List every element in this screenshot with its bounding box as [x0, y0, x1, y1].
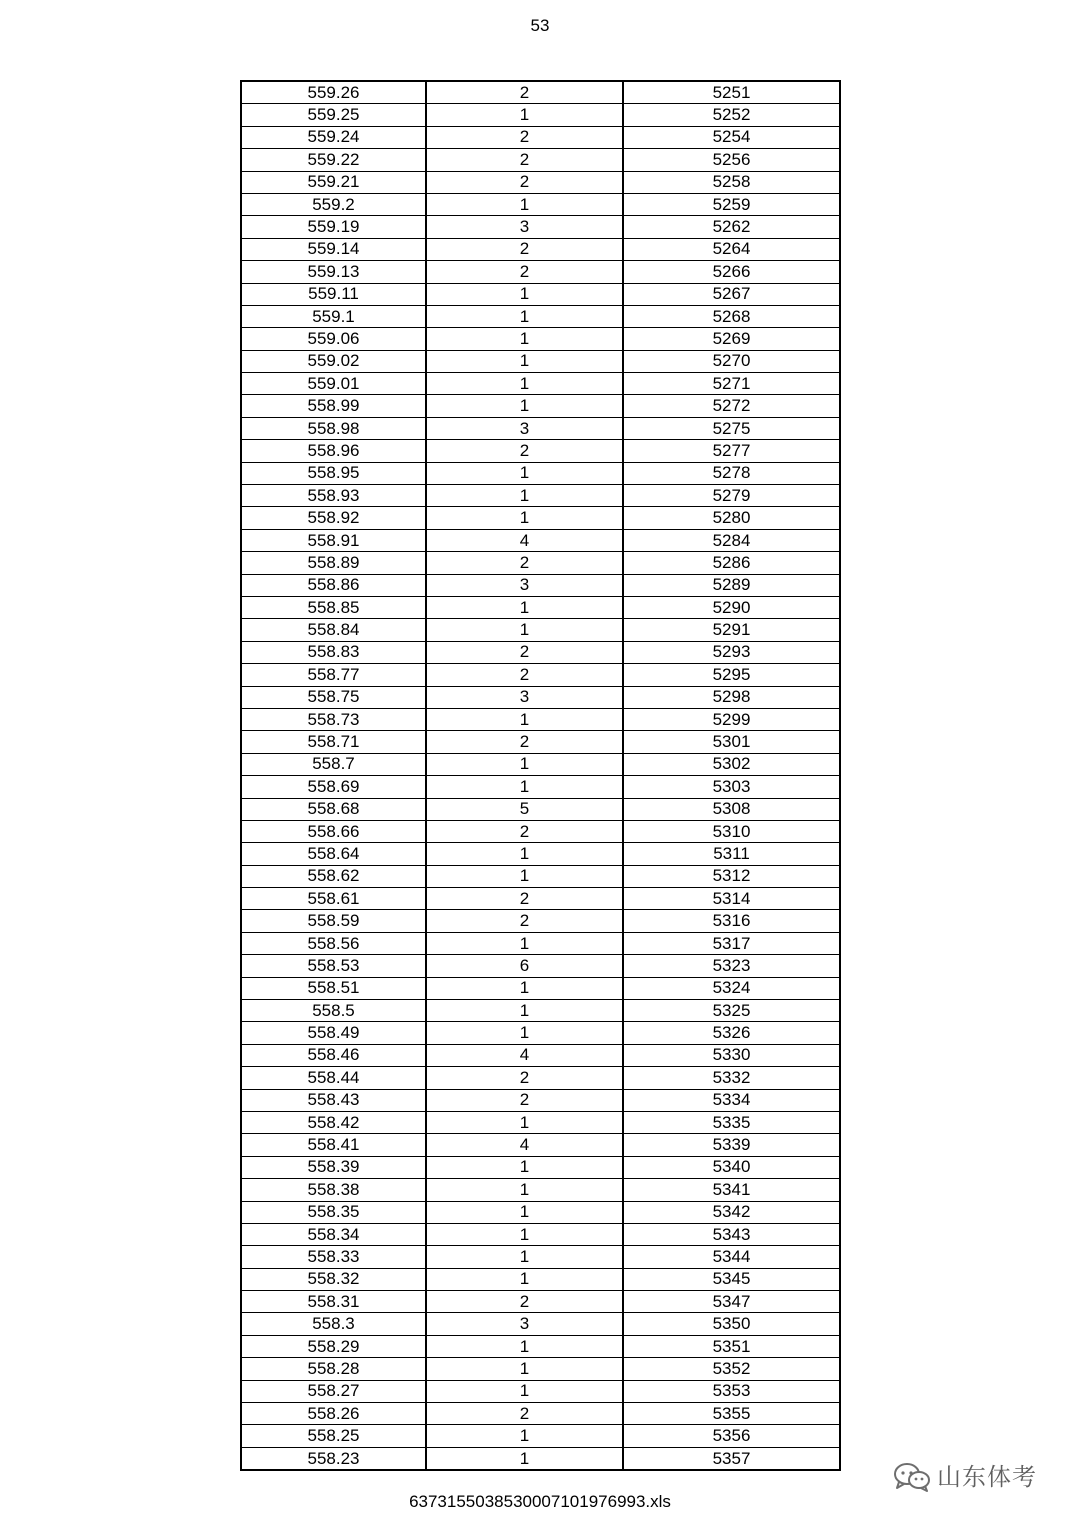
table-row	[241, 1447, 840, 1470]
table-row	[241, 1223, 840, 1245]
score-cell: 558.34	[241, 1223, 426, 1245]
cumulative-cell: 5280	[623, 507, 840, 529]
table-row	[241, 910, 840, 932]
count-cell: 1	[426, 1425, 623, 1447]
score-cell: 558.69	[241, 776, 426, 798]
count-cell: 1	[426, 373, 623, 395]
count-cell: 2	[426, 126, 623, 148]
cumulative-cell: 5278	[623, 462, 840, 484]
count-cell: 2	[426, 1291, 623, 1313]
score-cell: 558.32	[241, 1268, 426, 1290]
score-cell: 558.61	[241, 888, 426, 910]
score-cell: 558.51	[241, 977, 426, 999]
table-row	[241, 619, 840, 641]
table-row	[241, 1067, 840, 1089]
count-cell: 6	[426, 955, 623, 977]
cumulative-cell: 5317	[623, 932, 840, 954]
table-row	[241, 843, 840, 865]
count-cell: 3	[426, 417, 623, 439]
table-row	[241, 820, 840, 842]
cumulative-cell: 5347	[623, 1291, 840, 1313]
count-cell: 1	[426, 1380, 623, 1402]
table-row	[241, 283, 840, 305]
count-cell: 2	[426, 81, 623, 104]
score-cell: 558.85	[241, 596, 426, 618]
table-row	[241, 686, 840, 708]
cumulative-cell: 5302	[623, 753, 840, 775]
count-cell: 1	[426, 328, 623, 350]
score-cell: 559.11	[241, 283, 426, 305]
cumulative-cell: 5277	[623, 440, 840, 462]
count-cell: 1	[426, 1246, 623, 1268]
score-cell: 558.7	[241, 753, 426, 775]
score-table	[240, 80, 841, 1471]
cumulative-cell: 5334	[623, 1089, 840, 1111]
table-row	[241, 1380, 840, 1402]
score-cell: 559.14	[241, 238, 426, 260]
score-cell: 558.71	[241, 731, 426, 753]
score-cell: 558.92	[241, 507, 426, 529]
count-cell: 2	[426, 440, 623, 462]
table-row	[241, 305, 840, 327]
count-cell: 2	[426, 552, 623, 574]
cumulative-cell: 5344	[623, 1246, 840, 1268]
score-cell: 558.26	[241, 1403, 426, 1425]
table-row	[241, 1022, 840, 1044]
count-cell: 3	[426, 1313, 623, 1335]
score-cell: 559.02	[241, 350, 426, 372]
score-cell: 558.25	[241, 1425, 426, 1447]
score-cell: 558.62	[241, 865, 426, 887]
count-cell: 2	[426, 149, 623, 171]
count-cell: 1	[426, 1268, 623, 1290]
cumulative-cell: 5295	[623, 664, 840, 686]
cumulative-cell: 5339	[623, 1134, 840, 1156]
table-row	[241, 1000, 840, 1022]
table-row	[241, 574, 840, 596]
count-cell: 1	[426, 776, 623, 798]
table-row	[241, 485, 840, 507]
cumulative-cell: 5279	[623, 485, 840, 507]
count-cell: 1	[426, 1156, 623, 1178]
cumulative-cell: 5251	[623, 81, 840, 104]
wechat-watermark	[893, 1461, 1037, 1493]
cumulative-cell: 5353	[623, 1380, 840, 1402]
count-cell: 3	[426, 216, 623, 238]
count-cell: 4	[426, 529, 623, 551]
cumulative-cell: 5267	[623, 283, 840, 305]
score-cell: 559.21	[241, 171, 426, 193]
cumulative-cell: 5269	[623, 328, 840, 350]
table-row	[241, 664, 840, 686]
table-row	[241, 776, 840, 798]
cumulative-cell: 5355	[623, 1403, 840, 1425]
table-row	[241, 1134, 840, 1156]
score-cell: 558.95	[241, 462, 426, 484]
cumulative-cell: 5289	[623, 574, 840, 596]
table-row	[241, 1358, 840, 1380]
count-cell: 1	[426, 708, 623, 730]
cumulative-cell: 5311	[623, 843, 840, 865]
cumulative-cell: 5266	[623, 261, 840, 283]
table-row	[241, 238, 840, 260]
count-cell: 1	[426, 104, 623, 126]
count-cell: 1	[426, 932, 623, 954]
count-cell: 3	[426, 686, 623, 708]
cumulative-cell: 5301	[623, 731, 840, 753]
cumulative-cell: 5275	[623, 417, 840, 439]
score-cell: 558.75	[241, 686, 426, 708]
wechat-icon	[893, 1462, 931, 1492]
score-cell: 558.59	[241, 910, 426, 932]
score-cell: 558.73	[241, 708, 426, 730]
cumulative-cell: 5308	[623, 798, 840, 820]
count-cell: 5	[426, 798, 623, 820]
table-row	[241, 1156, 840, 1178]
count-cell: 2	[426, 888, 623, 910]
cumulative-cell: 5341	[623, 1179, 840, 1201]
score-cell: 559.01	[241, 373, 426, 395]
table-row	[241, 373, 840, 395]
score-cell: 558.31	[241, 1291, 426, 1313]
table-row	[241, 216, 840, 238]
table-row	[241, 708, 840, 730]
cumulative-cell: 5286	[623, 552, 840, 574]
count-cell: 4	[426, 1134, 623, 1156]
score-cell: 558.23	[241, 1447, 426, 1470]
score-cell: 558.44	[241, 1067, 426, 1089]
score-cell: 559.2	[241, 193, 426, 215]
cumulative-cell: 5351	[623, 1335, 840, 1357]
count-cell: 1	[426, 753, 623, 775]
cumulative-cell: 5310	[623, 820, 840, 842]
count-cell: 1	[426, 1201, 623, 1223]
score-cell: 558.29	[241, 1335, 426, 1357]
count-cell: 1	[426, 1447, 623, 1470]
cumulative-cell: 5254	[623, 126, 840, 148]
cumulative-cell: 5252	[623, 104, 840, 126]
count-cell: 1	[426, 485, 623, 507]
count-cell: 1	[426, 193, 623, 215]
score-cell: 558.38	[241, 1179, 426, 1201]
table-row	[241, 395, 840, 417]
score-cell: 558.28	[241, 1358, 426, 1380]
table-row	[241, 596, 840, 618]
cumulative-cell: 5335	[623, 1111, 840, 1133]
score-cell: 558.98	[241, 417, 426, 439]
cumulative-cell: 5298	[623, 686, 840, 708]
table-row	[241, 552, 840, 574]
count-cell: 1	[426, 462, 623, 484]
count-cell: 1	[426, 1358, 623, 1380]
count-cell: 2	[426, 261, 623, 283]
table-row	[241, 1425, 840, 1447]
cumulative-cell: 5268	[623, 305, 840, 327]
score-cell: 559.24	[241, 126, 426, 148]
score-cell: 558.77	[241, 664, 426, 686]
table-row	[241, 1201, 840, 1223]
count-cell: 2	[426, 731, 623, 753]
table-row	[241, 193, 840, 215]
count-cell: 1	[426, 977, 623, 999]
table-row	[241, 328, 840, 350]
count-cell: 1	[426, 1000, 623, 1022]
table-row	[241, 171, 840, 193]
cumulative-cell: 5303	[623, 776, 840, 798]
cumulative-cell: 5357	[623, 1447, 840, 1470]
score-cell: 559.06	[241, 328, 426, 350]
score-cell: 558.43	[241, 1089, 426, 1111]
table-row	[241, 955, 840, 977]
score-cell: 558.96	[241, 440, 426, 462]
count-cell: 2	[426, 641, 623, 663]
score-cell: 558.68	[241, 798, 426, 820]
cumulative-cell: 5270	[623, 350, 840, 372]
cumulative-cell: 5293	[623, 641, 840, 663]
count-cell: 2	[426, 1089, 623, 1111]
count-cell: 1	[426, 619, 623, 641]
table-row	[241, 350, 840, 372]
score-cell: 558.49	[241, 1022, 426, 1044]
score-cell: 558.56	[241, 932, 426, 954]
score-cell: 558.83	[241, 641, 426, 663]
cumulative-cell: 5312	[623, 865, 840, 887]
cumulative-cell: 5271	[623, 373, 840, 395]
cumulative-cell: 5290	[623, 596, 840, 618]
score-cell: 558.35	[241, 1201, 426, 1223]
score-cell: 559.22	[241, 149, 426, 171]
table-row	[241, 529, 840, 551]
cumulative-cell: 5340	[623, 1156, 840, 1178]
score-cell: 558.5	[241, 1000, 426, 1022]
table-row	[241, 1246, 840, 1268]
cumulative-cell: 5291	[623, 619, 840, 641]
table-row	[241, 1291, 840, 1313]
count-cell: 2	[426, 1403, 623, 1425]
score-cell: 558.3	[241, 1313, 426, 1335]
table-row	[241, 507, 840, 529]
cumulative-cell: 5323	[623, 955, 840, 977]
cumulative-cell: 5356	[623, 1425, 840, 1447]
cumulative-cell: 5342	[623, 1201, 840, 1223]
table-row	[241, 1044, 840, 1066]
table-row	[241, 1111, 840, 1133]
table-row	[241, 417, 840, 439]
score-cell: 558.93	[241, 485, 426, 507]
score-cell: 559.26	[241, 81, 426, 104]
table-row	[241, 462, 840, 484]
cumulative-cell: 5258	[623, 171, 840, 193]
cumulative-cell: 5256	[623, 149, 840, 171]
cumulative-cell: 5332	[623, 1067, 840, 1089]
cumulative-cell: 5314	[623, 888, 840, 910]
score-cell: 558.27	[241, 1380, 426, 1402]
cumulative-cell: 5325	[623, 1000, 840, 1022]
score-cell: 558.53	[241, 955, 426, 977]
count-cell: 1	[426, 1223, 623, 1245]
score-cell: 559.25	[241, 104, 426, 126]
table-row	[241, 81, 840, 104]
table-row	[241, 1268, 840, 1290]
count-cell: 1	[426, 596, 623, 618]
table-row	[241, 1313, 840, 1335]
cumulative-cell: 5352	[623, 1358, 840, 1380]
cumulative-cell: 5343	[623, 1223, 840, 1245]
score-table-body	[241, 81, 840, 1470]
score-cell: 559.1	[241, 305, 426, 327]
score-cell: 558.33	[241, 1246, 426, 1268]
score-cell: 559.19	[241, 216, 426, 238]
page-number: 53	[530, 16, 550, 35]
table-row	[241, 798, 840, 820]
score-cell: 558.64	[241, 843, 426, 865]
count-cell: 1	[426, 305, 623, 327]
table-row	[241, 1403, 840, 1425]
table-row	[241, 1335, 840, 1357]
cumulative-cell: 5324	[623, 977, 840, 999]
table-row	[241, 932, 840, 954]
score-cell: 558.91	[241, 529, 426, 551]
count-cell: 4	[426, 1044, 623, 1066]
footer-filename: 6373155038530007101976993.xls	[409, 1492, 671, 1511]
table-row	[241, 261, 840, 283]
table-row	[241, 641, 840, 663]
cumulative-cell: 5350	[623, 1313, 840, 1335]
score-cell: 558.84	[241, 619, 426, 641]
count-cell: 2	[426, 820, 623, 842]
table-row	[241, 731, 840, 753]
count-cell: 1	[426, 1335, 623, 1357]
count-cell: 1	[426, 395, 623, 417]
table-row	[241, 865, 840, 887]
cumulative-cell: 5345	[623, 1268, 840, 1290]
count-cell: 2	[426, 171, 623, 193]
cumulative-cell: 5299	[623, 708, 840, 730]
cumulative-cell: 5264	[623, 238, 840, 260]
count-cell: 1	[426, 1111, 623, 1133]
table-row	[241, 104, 840, 126]
count-cell: 1	[426, 507, 623, 529]
cumulative-cell: 5262	[623, 216, 840, 238]
count-cell: 2	[426, 1067, 623, 1089]
table-row	[241, 440, 840, 462]
count-cell: 1	[426, 350, 623, 372]
count-cell: 2	[426, 238, 623, 260]
table-row	[241, 888, 840, 910]
cumulative-cell: 5316	[623, 910, 840, 932]
table-row	[241, 753, 840, 775]
table-row	[241, 1089, 840, 1111]
score-cell: 558.66	[241, 820, 426, 842]
count-cell: 1	[426, 865, 623, 887]
cumulative-cell: 5326	[623, 1022, 840, 1044]
cumulative-cell: 5330	[623, 1044, 840, 1066]
count-cell: 1	[426, 1022, 623, 1044]
count-cell: 2	[426, 664, 623, 686]
score-cell: 558.41	[241, 1134, 426, 1156]
score-cell: 558.42	[241, 1111, 426, 1133]
score-cell: 558.89	[241, 552, 426, 574]
count-cell: 1	[426, 843, 623, 865]
cumulative-cell: 5272	[623, 395, 840, 417]
table-row	[241, 149, 840, 171]
cumulative-cell: 5284	[623, 529, 840, 551]
score-cell: 558.39	[241, 1156, 426, 1178]
score-cell: 558.46	[241, 1044, 426, 1066]
score-cell: 558.99	[241, 395, 426, 417]
count-cell: 2	[426, 910, 623, 932]
score-cell: 558.86	[241, 574, 426, 596]
table-row	[241, 977, 840, 999]
count-cell: 3	[426, 574, 623, 596]
table-row	[241, 126, 840, 148]
count-cell: 1	[426, 283, 623, 305]
count-cell: 1	[426, 1179, 623, 1201]
score-cell: 559.13	[241, 261, 426, 283]
cumulative-cell: 5259	[623, 193, 840, 215]
watermark-text: 山东体考	[937, 1463, 1037, 1491]
table-row	[241, 1179, 840, 1201]
